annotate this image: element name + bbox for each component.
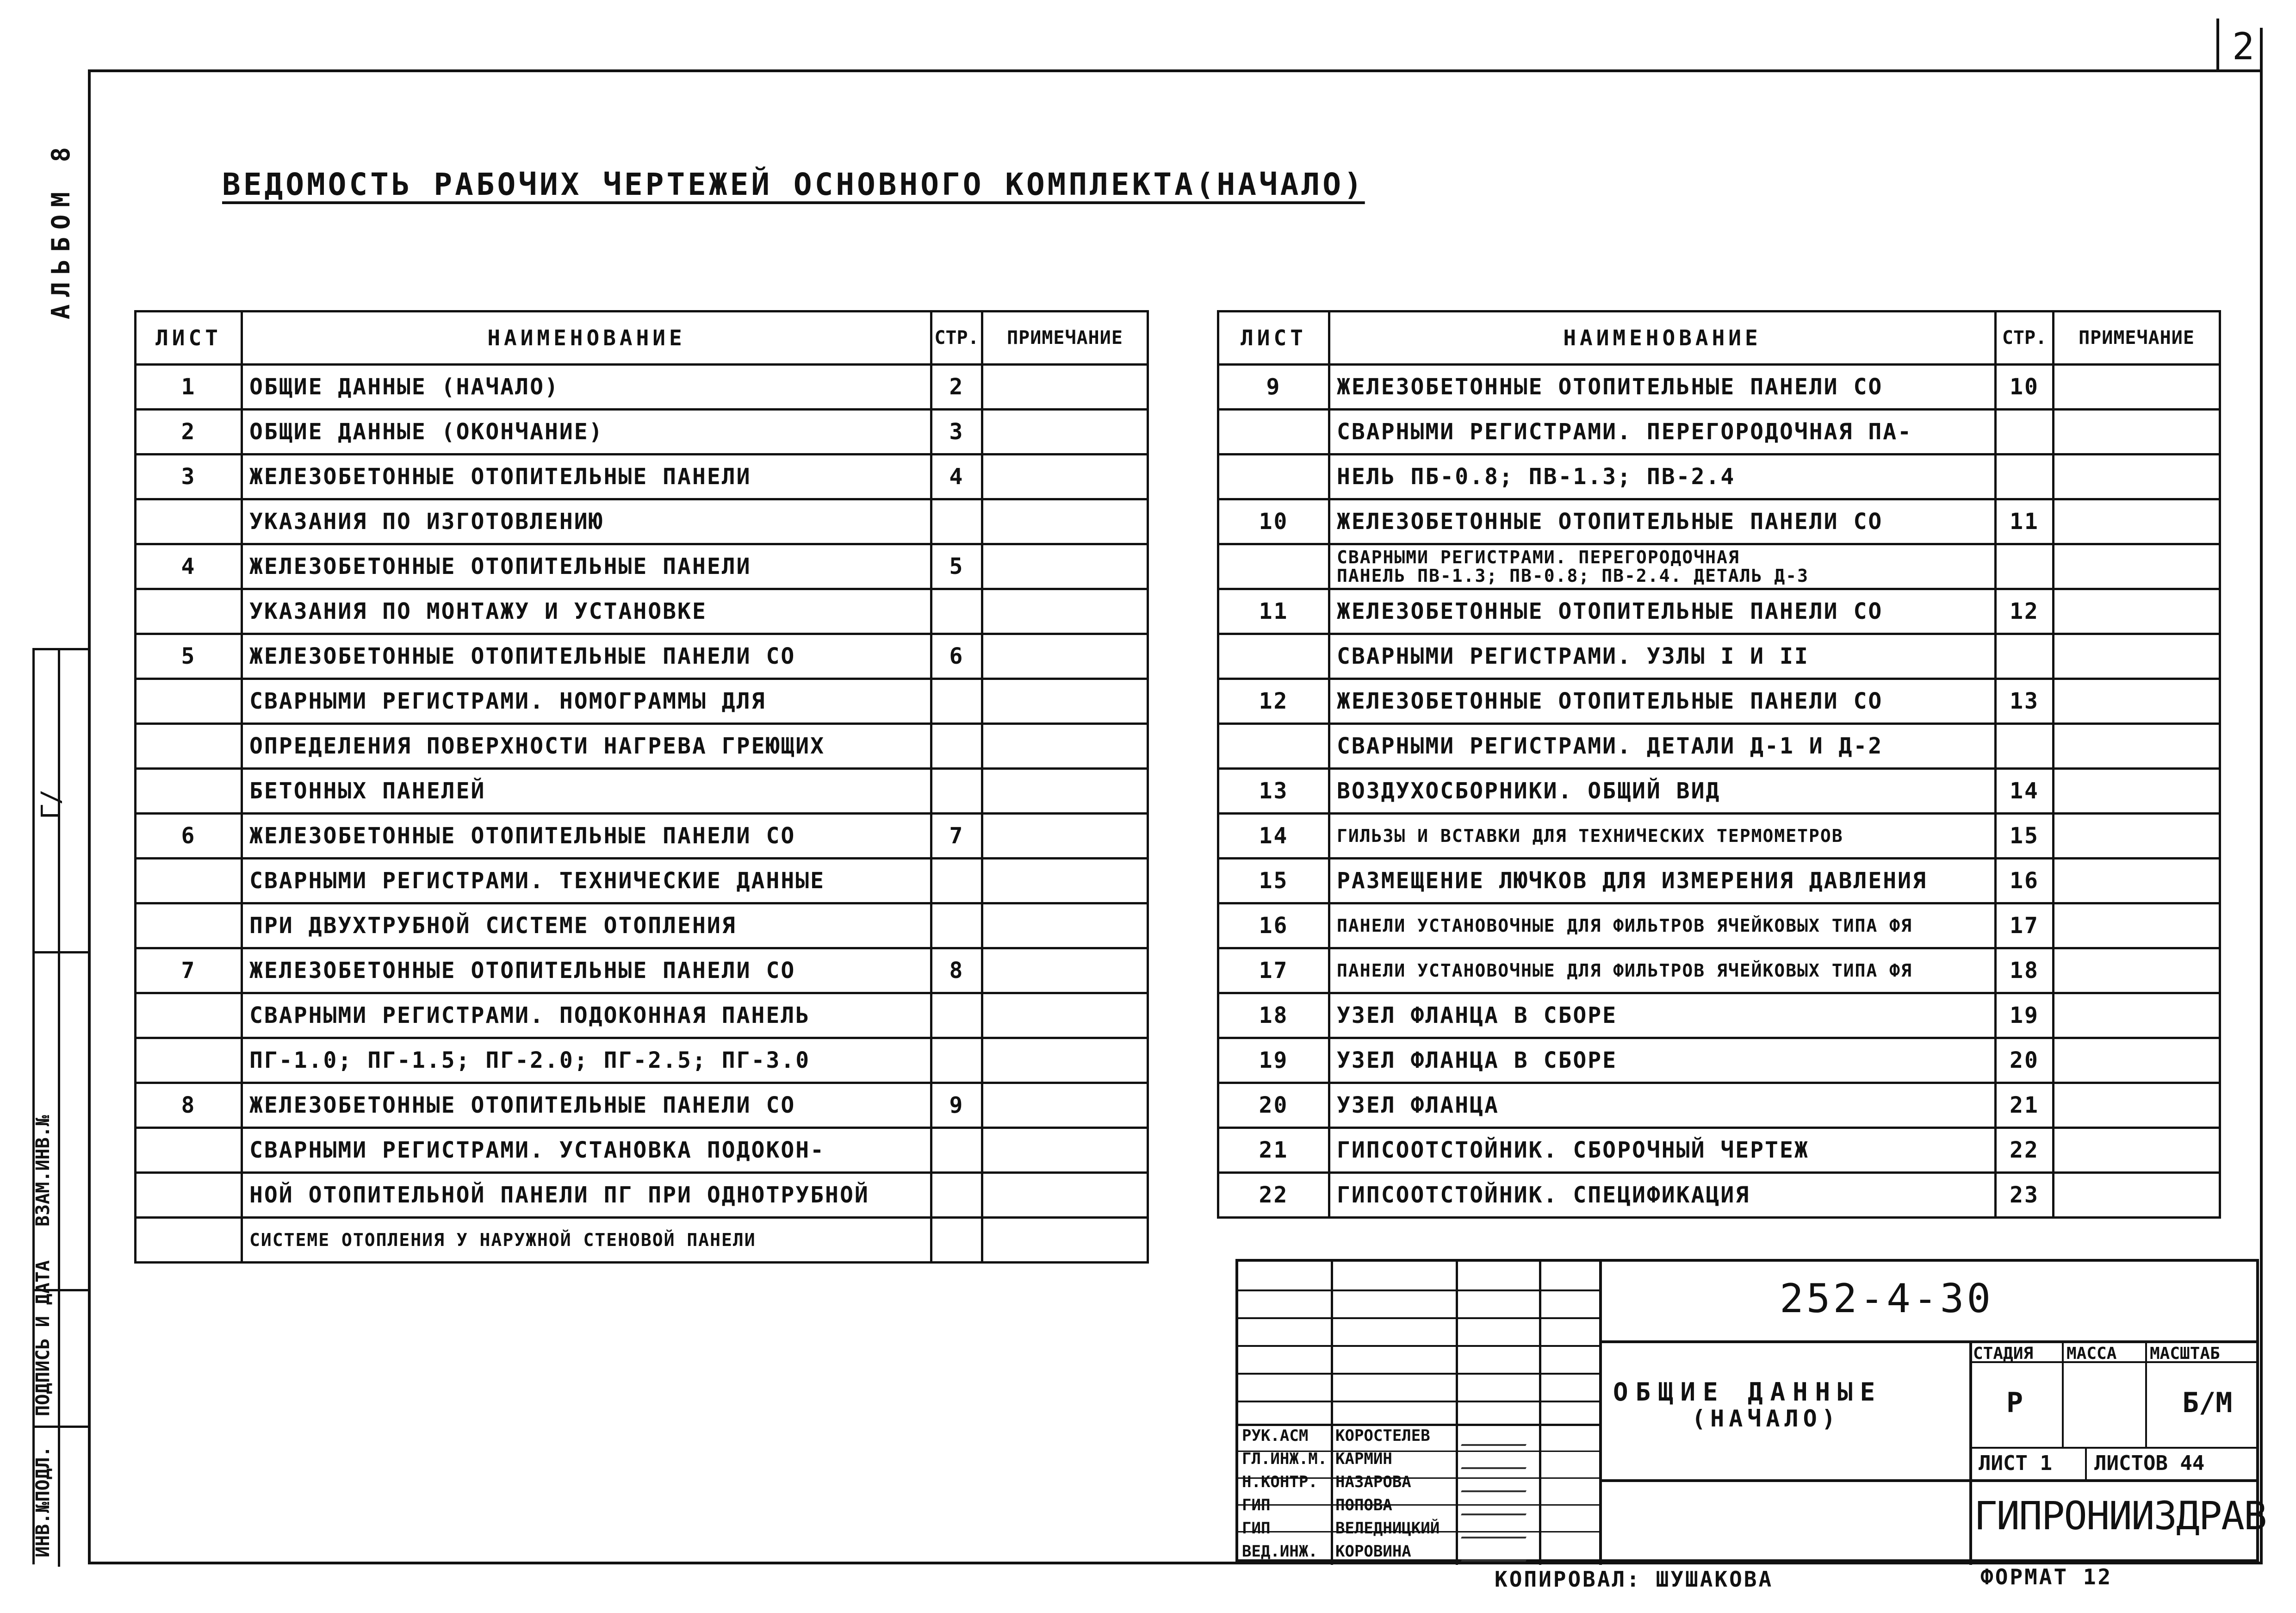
page-cell xyxy=(931,724,982,769)
name-cell: ВОЗДУХОСБОРНИКИ. ОБЩИЙ ВИД xyxy=(1329,769,1996,814)
page-cell: 8 xyxy=(931,948,982,993)
page-cell xyxy=(1996,455,2054,499)
sheet-number: ЛИСТ 1 xyxy=(1979,1451,2052,1475)
note-cell xyxy=(982,634,1148,679)
register-title: ВЕДОМОСТЬ РАБОЧИХ ЧЕРТЕЖЕЙ ОСНОВНОГО КОМПЛЕКТА(НАЧАЛО) xyxy=(222,167,1365,202)
signature-role: ВЕД.ИНЖ. xyxy=(1242,1542,1318,1561)
sheet-count: ЛИСТОВ 44 xyxy=(2094,1451,2205,1475)
note-cell xyxy=(982,1173,1148,1218)
page-cell: 16 xyxy=(1996,859,2054,903)
note-cell xyxy=(2054,769,2220,814)
sheet-cell xyxy=(136,589,242,634)
note-cell xyxy=(982,903,1148,948)
sheet-cell xyxy=(1218,410,1329,455)
table-row xyxy=(1218,769,2220,814)
note-cell xyxy=(982,859,1148,903)
header-sheet: ЛИСТ xyxy=(136,311,242,365)
signature-name: ПОПОВА xyxy=(1335,1496,1392,1514)
header-name: НАИМЕНОВАНИЕ xyxy=(1329,311,1996,365)
signature-role: ГИП xyxy=(1242,1496,1271,1514)
page-cell xyxy=(931,993,982,1038)
note-cell xyxy=(982,1083,1148,1128)
sheet-cell: 17 xyxy=(1218,948,1329,993)
sheet-cell xyxy=(136,1173,242,1218)
note-cell xyxy=(982,679,1148,724)
name-cell: ОПРЕДЕЛЕНИЯ ПОВЕРХНОСТИ НАГРЕВА ГРЕЮЩИХ xyxy=(242,724,931,769)
note-cell xyxy=(982,814,1148,859)
page-cell xyxy=(931,1038,982,1083)
page-cell: 12 xyxy=(1996,589,2054,634)
name-cell: ПАНЕЛИ УСТАНОВОЧНЫЕ ДЛЯ ФИЛЬТРОВ ЯЧЕЙКОВЫХ ТИПА ФЯ xyxy=(1329,903,1996,948)
page-cell: 22 xyxy=(1996,1128,2054,1173)
table-row xyxy=(136,634,1148,679)
table-row xyxy=(136,769,1148,814)
page-cell xyxy=(931,903,982,948)
table-row xyxy=(1218,859,2220,903)
table-row xyxy=(136,903,1148,948)
signature-name: КОРОСТЕЛЕВ xyxy=(1335,1426,1430,1445)
page-cell: 2 xyxy=(931,365,982,410)
sheet-cell: 16 xyxy=(1218,903,1329,948)
page-cell xyxy=(931,499,982,544)
page-cell: 11 xyxy=(1996,499,2054,544)
copied-by: КОПИРОВАЛ: ШУШАКОВА xyxy=(1495,1567,1774,1592)
name-cell: УЗЕЛ ФЛАНЦА В СБОРЕ xyxy=(1329,1038,1996,1083)
note-cell xyxy=(982,589,1148,634)
note-cell xyxy=(982,1038,1148,1083)
note-cell xyxy=(982,499,1148,544)
note-cell xyxy=(982,724,1148,769)
page-cell: 10 xyxy=(1996,365,2054,410)
page-cell xyxy=(931,859,982,903)
page-cell xyxy=(1996,724,2054,769)
page-cell: 17 xyxy=(1996,903,2054,948)
page-cell xyxy=(931,1128,982,1173)
table-row xyxy=(1218,814,2220,859)
table-row xyxy=(136,589,1148,634)
note-cell xyxy=(982,544,1148,589)
name-cell: ЖЕЛЕЗОБЕТОННЫЕ ОТОПИТЕЛЬНЫЕ ПАНЕЛИ СО xyxy=(1329,589,1996,634)
table-row xyxy=(1218,499,2220,544)
note-cell xyxy=(2054,859,2220,903)
sheet-cell xyxy=(1218,634,1329,679)
signature-scribble xyxy=(1461,1498,1534,1515)
stage-value: Р xyxy=(2006,1387,2023,1419)
sheet-cell: 12 xyxy=(1218,679,1329,724)
name-cell: ПГ-1.0; ПГ-1.5; ПГ-2.0; ПГ-2.5; ПГ-3.0 xyxy=(242,1038,931,1083)
sheet-cell: 13 xyxy=(1218,769,1329,814)
sheet-cell: 14 xyxy=(1218,814,1329,859)
name-cell: ЖЕЛЕЗОБЕТОННЫЕ ОТОПИТЕЛЬНЫЕ ПАНЕЛИ СО xyxy=(242,634,931,679)
table-row xyxy=(136,1128,1148,1173)
page-cell: 3 xyxy=(931,410,982,455)
page-cell: 7 xyxy=(931,814,982,859)
organization-name: ГИПРОНИИЗДРАВ xyxy=(1974,1493,2266,1538)
table-row xyxy=(136,993,1148,1038)
right-register-table xyxy=(1217,310,2221,1219)
page-cell xyxy=(1996,634,2054,679)
table-row xyxy=(1218,544,2220,589)
name-cell: ЖЕЛЕЗОБЕТОННЫЕ ОТОПИТЕЛЬНЫЕ ПАНЕЛИ xyxy=(242,544,931,589)
note-cell xyxy=(2054,410,2220,455)
header-note: ПРИМЕЧАНИЕ xyxy=(982,311,1148,365)
name-cell: ЖЕЛЕЗОБЕТОННЫЕ ОТОПИТЕЛЬНЫЕ ПАНЕЛИ СО xyxy=(242,1083,931,1128)
note-cell xyxy=(2054,544,2220,589)
page-cell: 18 xyxy=(1996,948,2054,993)
page-cell: 13 xyxy=(1996,679,2054,724)
page-cell: 5 xyxy=(931,544,982,589)
corner-number: 2 xyxy=(2232,25,2255,68)
name-cell: ЖЕЛЕЗОБЕТОННЫЕ ОТОПИТЕЛЬНЫЕ ПАНЕЛИ СО xyxy=(1329,679,1996,724)
name-cell: СИСТЕМЕ ОТОПЛЕНИЯ У НАРУЖНОЙ СТЕНОВОЙ ПАНЕЛИ xyxy=(242,1218,931,1263)
table-row xyxy=(1218,724,2220,769)
name-cell: ГИЛЬЗЫ И ВСТАВКИ ДЛЯ ТЕХНИЧЕСКИХ ТЕРМОМЕТРОВ xyxy=(1329,814,1996,859)
sheet-cell xyxy=(136,1038,242,1083)
name-cell: СВАРНЫМИ РЕГИСТРАМИ. ПЕРЕГОРОДОЧНАЯ ПА- xyxy=(1329,410,1996,455)
name-cell: ПАНЕЛИ УСТАНОВОЧНЫЕ ДЛЯ ФИЛЬТРОВ ЯЧЕЙКОВЫХ ТИПА ФЯ xyxy=(1329,948,1996,993)
table-row xyxy=(136,365,1148,410)
page-cell: 15 xyxy=(1996,814,2054,859)
name-cell: НЕЛЬ ПБ-0.8; ПВ-1.3; ПВ-2.4 xyxy=(1329,455,1996,499)
note-cell xyxy=(2054,589,2220,634)
name-cell: ЖЕЛЕЗОБЕТОННЫЕ ОТОПИТЕЛЬНЫЕ ПАНЕЛИ СО xyxy=(1329,499,1996,544)
table-row xyxy=(1218,410,2220,455)
side-label-sign: ПОДПИСЬ И ДАТА xyxy=(32,1260,54,1416)
sheet-cell: 6 xyxy=(136,814,242,859)
name-cell: ГИПСООТСТОЙНИК. СБОРОЧНЫЙ ЧЕРТЕЖ xyxy=(1329,1128,1996,1173)
table-row xyxy=(136,814,1148,859)
name-cell: ОБЩИЕ ДАННЫЕ (ОКОНЧАНИЕ) xyxy=(242,410,931,455)
sheet-cell: 1 xyxy=(136,365,242,410)
note-cell xyxy=(2054,814,2220,859)
name-line: СВАРНЫМИ РЕГИСТРАМИ. ПЕРЕГОРОДОЧНАЯ xyxy=(1337,547,1740,567)
sheet-cell xyxy=(136,724,242,769)
table-row xyxy=(136,1218,1148,1263)
sheet-cell xyxy=(136,993,242,1038)
sheet-cell: 22 xyxy=(1218,1173,1329,1218)
left-register-table xyxy=(134,310,1149,1264)
table-row xyxy=(136,1083,1148,1128)
name-cell: СВАРНЫМИ РЕГИСТРАМИ. ТЕХНИЧЕСКИЕ ДАННЫЕ xyxy=(242,859,931,903)
sheet-cell: 7 xyxy=(136,948,242,993)
page-cell: 20 xyxy=(1996,1038,2054,1083)
stage-label: СТАДИЯ xyxy=(1973,1344,2034,1363)
page-cell xyxy=(931,1173,982,1218)
note-cell xyxy=(2054,365,2220,410)
table-row xyxy=(136,410,1148,455)
name-cell: ПРИ ДВУХТРУБНОЙ СИСТЕМЕ ОТОПЛЕНИЯ xyxy=(242,903,931,948)
sheet-cell: 20 xyxy=(1218,1083,1329,1128)
table-row xyxy=(136,948,1148,993)
table-row xyxy=(1218,1128,2220,1173)
header-sheet: ЛИСТ xyxy=(1218,311,1329,365)
note-cell xyxy=(982,993,1148,1038)
note-cell xyxy=(982,948,1148,993)
sheet-cell: 8 xyxy=(136,1083,242,1128)
name-cell: СВАРНЫМИ РЕГИСТРАМИ. УСТАНОВКА ПОДОКОН- xyxy=(242,1128,931,1173)
header-note: ПРИМЕЧАНИЕ xyxy=(2054,311,2220,365)
sheet-cell xyxy=(1218,544,1329,589)
page-cell: 23 xyxy=(1996,1173,2054,1218)
sheet-cell: 4 xyxy=(136,544,242,589)
header-page: СТР. xyxy=(931,311,982,365)
stamp-code: 252-4-30 xyxy=(1780,1276,1994,1322)
side-mark: ᒥ/ xyxy=(36,789,66,819)
name-cell: ОБЩИЕ ДАННЫЕ (НАЧАЛО) xyxy=(242,365,931,410)
album-label: АЛЬБОМ 8 xyxy=(46,139,75,319)
sheet-cell xyxy=(136,859,242,903)
note-cell xyxy=(2054,1128,2220,1173)
side-label-vzam: ВЗАМ.ИНВ.№ xyxy=(32,1115,54,1227)
signature-scribble xyxy=(1461,1544,1534,1562)
table-row xyxy=(136,1173,1148,1218)
frame-right-line xyxy=(2260,28,2263,1564)
name-cell: ЖЕЛЕЗОБЕТОННЫЕ ОТОПИТЕЛЬНЫЕ ПАНЕЛИ xyxy=(242,455,931,499)
note-cell xyxy=(982,365,1148,410)
page-cell: 21 xyxy=(1996,1083,2054,1128)
table-row xyxy=(1218,365,2220,410)
corner-number-box xyxy=(2216,19,2265,72)
sheet-cell: 10 xyxy=(1218,499,1329,544)
name-cell: РАЗМЕЩЕНИЕ ЛЮЧКОВ ДЛЯ ИЗМЕРЕНИЯ ДАВЛЕНИЯ xyxy=(1329,859,1996,903)
table-row xyxy=(1218,948,2220,993)
sheet-cell xyxy=(136,1218,242,1263)
sheet-cell: 15 xyxy=(1218,859,1329,903)
signature-role: Н.КОНТР. xyxy=(1242,1473,1318,1491)
signature-scribble xyxy=(1461,1451,1534,1469)
name-line: ПАНЕЛЬ ПВ-1.3; ПВ-0.8; ПВ-2.4. ДЕТАЛЬ Д-3 xyxy=(1337,566,1809,586)
signature-scribble xyxy=(1461,1475,1534,1492)
table-row xyxy=(136,1038,1148,1083)
table-row xyxy=(136,724,1148,769)
table-row xyxy=(1218,993,2220,1038)
note-cell xyxy=(982,410,1148,455)
name-cell: СВАРНЫМИ РЕГИСТРАМИ. УЗЛЫ I И II xyxy=(1329,634,1996,679)
frame-left-line xyxy=(88,69,91,1564)
name-cell: УКАЗАНИЯ ПО ИЗГОТОВЛЕНИЮ xyxy=(242,499,931,544)
title-block xyxy=(1235,1259,2266,1562)
sheet-cell: 9 xyxy=(1218,365,1329,410)
name-cell: СВАРНЫМИ РЕГИСТРАМИ. ПОДОКОННАЯ ПАНЕЛЬ xyxy=(242,993,931,1038)
name-cell: БЕТОННЫХ ПАНЕЛЕЙ xyxy=(242,769,931,814)
name-cell xyxy=(1329,544,1996,589)
table-row xyxy=(1218,589,2220,634)
page-cell xyxy=(1996,410,2054,455)
sheet-cell xyxy=(136,769,242,814)
binding-strip xyxy=(32,648,88,1564)
note-cell xyxy=(982,455,1148,499)
sheet-cell: 19 xyxy=(1218,1038,1329,1083)
signature-name: КОРОВИНА xyxy=(1335,1542,1411,1561)
name-cell: УКАЗАНИЯ ПО МОНТАЖУ И УСТАНОВКЕ xyxy=(242,589,931,634)
sheet-cell: 2 xyxy=(136,410,242,455)
table-row xyxy=(1218,679,2220,724)
signature-name: ВЕЛЕДНИЦКИЙ xyxy=(1335,1519,1440,1538)
sheet-cell xyxy=(136,903,242,948)
name-cell: ЖЕЛЕЗОБЕТОННЫЕ ОТОПИТЕЛЬНЫЕ ПАНЕЛИ СО xyxy=(1329,365,1996,410)
header-page: СТР. xyxy=(1996,311,2054,365)
page-cell xyxy=(931,679,982,724)
frame-top-line xyxy=(88,69,2263,72)
table-row xyxy=(136,679,1148,724)
page-cell: 9 xyxy=(931,1083,982,1128)
name-cell: НОЙ ОТОПИТЕЛЬНОЙ ПАНЕЛИ ПГ ПРИ ОДНОТРУБНОЙ xyxy=(242,1173,931,1218)
name-cell: СВАРНЫМИ РЕГИСТРАМИ. ДЕТАЛИ Д-1 И Д-2 xyxy=(1329,724,1996,769)
table-row xyxy=(136,499,1148,544)
note-cell xyxy=(982,1128,1148,1173)
note-cell xyxy=(2054,1173,2220,1218)
signature-scribble xyxy=(1461,1428,1534,1446)
name-cell: УЗЕЛ ФЛАНЦА В СБОРЕ xyxy=(1329,993,1996,1038)
note-cell xyxy=(2054,455,2220,499)
table-row xyxy=(136,544,1148,589)
sheet-cell xyxy=(136,499,242,544)
note-cell xyxy=(2054,1038,2220,1083)
table-row xyxy=(1218,1038,2220,1083)
stamp-doc-title-1: ОБЩИЕ ДАННЫЕ xyxy=(1613,1377,1883,1407)
mass-label: МАССА xyxy=(2066,1344,2117,1363)
signature-name: НАЗАРОВА xyxy=(1335,1473,1411,1491)
note-cell xyxy=(2054,993,2220,1038)
page-cell: 4 xyxy=(931,455,982,499)
header-name: НАИМЕНОВАНИЕ xyxy=(242,311,931,365)
table-row xyxy=(136,455,1148,499)
name-cell: СВАРНЫМИ РЕГИСТРАМИ. НОМОГРАММЫ ДЛЯ xyxy=(242,679,931,724)
sheet-cell xyxy=(1218,455,1329,499)
signature-role: РУК.АСМ xyxy=(1242,1426,1309,1445)
sheet-cell: 5 xyxy=(136,634,242,679)
page-cell: 14 xyxy=(1996,769,2054,814)
format-label: ФОРМАТ 12 xyxy=(1980,1564,2113,1589)
note-cell xyxy=(2054,903,2220,948)
table-row xyxy=(136,859,1148,903)
scale-label: МАСШТАБ xyxy=(2150,1344,2220,1363)
page-cell: 19 xyxy=(1996,993,2054,1038)
stamp-doc-title-2: (НАЧАЛО) xyxy=(1692,1405,1840,1432)
sheet-cell: 11 xyxy=(1218,589,1329,634)
note-cell xyxy=(2054,724,2220,769)
page-cell xyxy=(931,1218,982,1263)
signature-name: КАРМИН xyxy=(1335,1450,1392,1468)
note-cell xyxy=(2054,1083,2220,1128)
note-cell xyxy=(2054,634,2220,679)
table-row xyxy=(1218,455,2220,499)
page-cell xyxy=(931,589,982,634)
note-cell xyxy=(2054,679,2220,724)
signature-role: ГИП xyxy=(1242,1519,1271,1538)
sheet-cell xyxy=(1218,724,1329,769)
sheet-cell: 3 xyxy=(136,455,242,499)
page-cell: 6 xyxy=(931,634,982,679)
sheet-cell: 21 xyxy=(1218,1128,1329,1173)
side-label-inv: ИНВ.№ПОДЛ. xyxy=(32,1446,54,1557)
note-cell xyxy=(2054,948,2220,993)
note-cell xyxy=(982,769,1148,814)
table-row xyxy=(1218,1083,2220,1128)
table-row xyxy=(1218,903,2220,948)
scale-value: Б/М xyxy=(2182,1387,2233,1419)
table-row xyxy=(1218,634,2220,679)
page-cell xyxy=(931,769,982,814)
sheet-cell xyxy=(136,679,242,724)
sheet-cell xyxy=(136,1128,242,1173)
page-cell xyxy=(1996,544,2054,589)
signature-role: ГЛ.ИНЖ.М. xyxy=(1242,1450,1328,1468)
note-cell xyxy=(982,1218,1148,1263)
name-cell: УЗЕЛ ФЛАНЦА xyxy=(1329,1083,1996,1128)
table-row xyxy=(1218,1173,2220,1218)
name-cell: ГИПСООТСТОЙНИК. СПЕЦИФИКАЦИЯ xyxy=(1329,1173,1996,1218)
sheet-cell: 18 xyxy=(1218,993,1329,1038)
name-cell: ЖЕЛЕЗОБЕТОННЫЕ ОТОПИТЕЛЬНЫЕ ПАНЕЛИ СО xyxy=(242,948,931,993)
note-cell xyxy=(2054,499,2220,544)
name-cell: ЖЕЛЕЗОБЕТОННЫЕ ОТОПИТЕЛЬНЫЕ ПАНЕЛИ СО xyxy=(242,814,931,859)
signature-scribble xyxy=(1461,1521,1534,1538)
